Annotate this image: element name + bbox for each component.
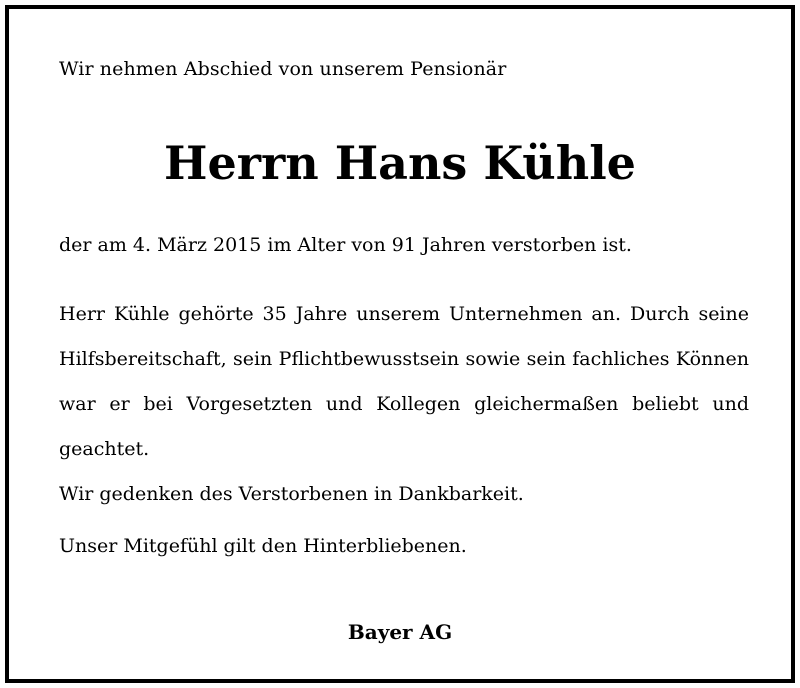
company-signature: Bayer AG <box>347 620 453 644</box>
death-date-line: der am 4. März 2015 im Alter von 91 Jahren verstorben ist. <box>59 234 632 256</box>
career-paragraph: Herr Kühle gehörte 35 Jahre unserem Unternehmen an. Durch seine Hilfsbereitschaft, sein Pflichtbewusstsein sowie sein fachliches Können war er bei Vorgesetzten und Kollegen gleichermaßen beliebt und geachtet. <box>59 303 749 460</box>
intro-line: Wir nehmen Abschied von unserem Pensionär <box>59 58 507 80</box>
deceased-name: Herrn Hans Kühle <box>164 136 636 190</box>
obituary-notice <box>5 5 795 683</box>
remembrance-line: Wir gedenken des Verstorbenen in Dankbarkeit. <box>59 483 524 505</box>
condolence-line: Unser Mitgefühl gilt den Hinterbliebenen. <box>59 535 467 557</box>
